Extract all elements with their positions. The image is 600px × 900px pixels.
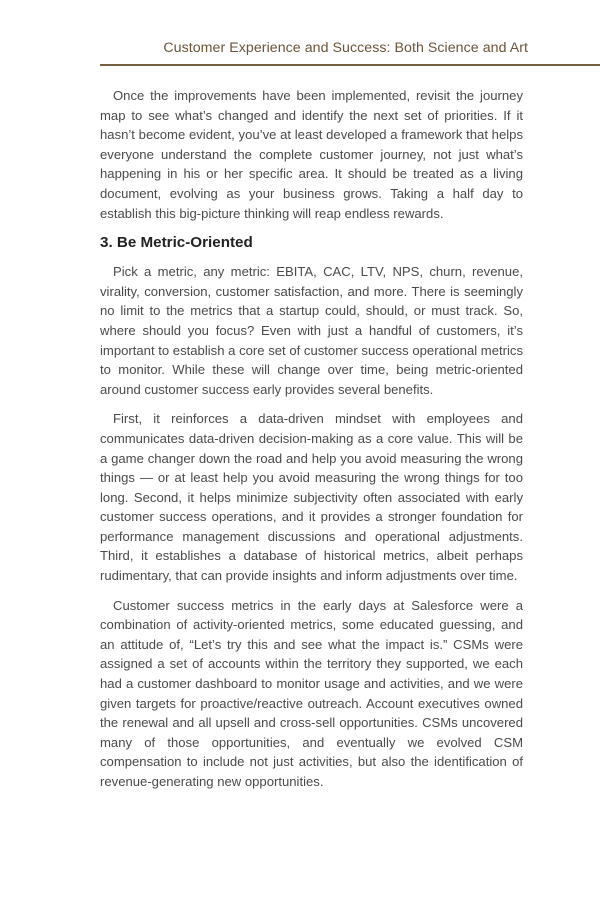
page-body (100, 86, 523, 802)
body-paragraph: Pick a metric, any metric: EBITA, CAC, LTV, NPS, churn, revenue, virality, conversion, customer satisfaction, and more. There is seemingly no limit to the metrics that a startup could, should, or must track. So, where should you focus? Even with just a handful of customers, it’s important to establish a core set of customer success operational metrics to monitor. While these will change over time, being metric-oriented around customer success early provides several benefits. (100, 264, 523, 397)
header-rule (100, 64, 600, 66)
body-paragraph: First, it reinforces a data-driven mindset with employees and communicates data-driven decision-making as a core value. This will be a game changer down the road and help you avoid measuring the wrong things — or at least help you avoid measuring the wrong things for too long. Second, it helps minimize subjectivity often associated with early customer success operations, and it provides a stronger foundation for performance management discussions and operational adjustments. Third, it establishes a database of historical metrics, albeit perhaps rudimentary, that can provide insights and inform adjustments over time. (100, 411, 523, 584)
running-header-title: Customer Experience and Success: Both Science and Art (163, 40, 528, 56)
section-heading: 3. Be Metric-Oriented (100, 234, 253, 252)
body-paragraph: Customer success metrics in the early days at Salesforce were a combination of activity-oriented metrics, some educated guessing, and an attitude of, “Let’s try this and see what the impact is.” CSMs were assigned a set of accounts within the territory they supported, we each had a customer dashboard to monitor usage and activities, and we were given targets for proactive/reactive outreach. Account executives owned the renewal and all upsell and cross-sell opportunities. CSMs uncovered many of those opportunities, and eventually we evolved CSM compensation to include not just activities, but also the identification of revenue-generating new opportunities. (100, 597, 523, 789)
body-paragraph: Once the improvements have been implemented, revisit the journey map to see what’s changed and identify the next set of priorities. If it hasn’t become evident, you’ve at least developed a framework that helps everyone understand the complete customer journey, not just what’s happening in his or her specific area. It should be treated as a living document, evolving as your business grows. Taking a half day to establish this big-picture thinking will reap endless rewards. (100, 88, 523, 221)
